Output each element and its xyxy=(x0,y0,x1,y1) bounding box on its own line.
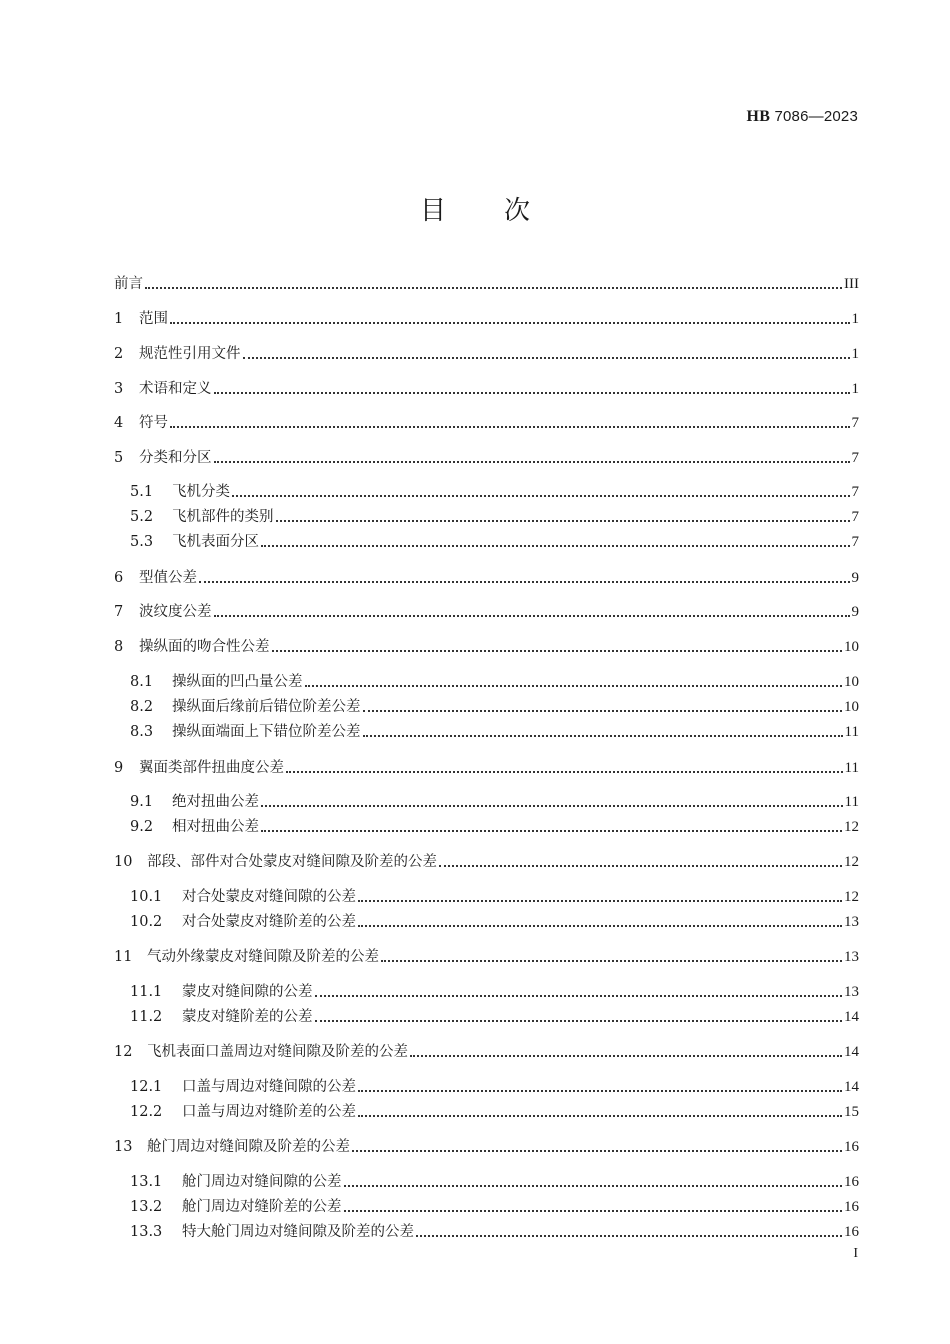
toc-entry-11-2[interactable] xyxy=(130,1007,859,1027)
toc-entry-page: 12 xyxy=(844,819,859,835)
toc-entry-number: 9.2 xyxy=(130,819,154,835)
toc-entry-11-1[interactable] xyxy=(130,982,859,1002)
toc-entry-page: 13 xyxy=(844,914,859,930)
toc-entry-text: 特大舱门周边对缝间隙及阶差的公差 xyxy=(182,1224,414,1240)
dot-leader xyxy=(344,1185,843,1187)
toc-entry-2[interactable] xyxy=(114,344,859,364)
toc-entry-13-3[interactable] xyxy=(130,1222,859,1242)
dot-leader xyxy=(352,1150,842,1152)
toc-entry-page: 9 xyxy=(851,604,859,620)
toc-entry-number: 5.1 xyxy=(130,484,154,500)
toc-entry-page: 1 xyxy=(851,381,859,397)
toc-entry-12[interactable] xyxy=(114,1042,859,1062)
toc-entry-text: 分类和分区 xyxy=(139,450,212,466)
dot-leader xyxy=(358,925,842,927)
toc-entry-page: 10 xyxy=(844,639,859,655)
toc-entry-8[interactable] xyxy=(114,637,859,657)
toc-entry-number: 13.3 xyxy=(130,1224,163,1240)
toc-entry-number: 9.1 xyxy=(130,794,154,810)
toc-entry-text: 蒙皮对缝间隙的公差 xyxy=(182,984,313,1000)
toc-entry-number: 13.1 xyxy=(130,1174,163,1190)
dot-leader xyxy=(416,1235,842,1237)
toc-entry-3[interactable] xyxy=(114,379,859,399)
toc-entry-number: 8.3 xyxy=(130,724,154,740)
dot-leader xyxy=(199,581,850,583)
toc-entry-text: 舱门周边对缝阶差的公差 xyxy=(182,1199,342,1215)
toc-entry-page: 9 xyxy=(851,570,859,586)
toc-entry-page: 7 xyxy=(851,509,859,525)
toc-entry-page: 7 xyxy=(851,534,859,550)
dot-leader xyxy=(170,426,850,428)
dot-leader xyxy=(214,461,850,463)
dot-leader xyxy=(363,735,843,737)
toc-entry-number: 5.2 xyxy=(130,509,154,525)
toc-entry-number: 4 xyxy=(114,415,124,431)
toc-entry-9[interactable] xyxy=(114,758,859,778)
page-title: 目次 xyxy=(419,196,588,226)
toc-entry-7[interactable] xyxy=(114,602,859,622)
toc-entry-text: 符号 xyxy=(139,415,168,431)
toc-entry-8-3[interactable] xyxy=(130,722,859,742)
toc-entry-text: 舱门周边对缝间隙及阶差的公差 xyxy=(147,1139,350,1155)
toc-entry-text: 气动外缘蒙皮对缝间隙及阶差的公差 xyxy=(147,949,379,965)
toc-entry-page: 16 xyxy=(844,1199,859,1215)
toc-entry-number: 10.1 xyxy=(130,889,163,905)
toc-entry-page: 13 xyxy=(844,984,859,1000)
toc-entry-page: 7 xyxy=(851,415,859,431)
toc-entry-page: 11 xyxy=(844,760,859,776)
toc-entry-9-2[interactable] xyxy=(130,817,859,837)
toc-entry-number: 11.1 xyxy=(130,984,163,1000)
toc-entry-number: 8 xyxy=(114,639,124,655)
toc-entry-number: 11 xyxy=(114,949,133,965)
dot-leader xyxy=(305,685,843,687)
dot-leader xyxy=(272,650,843,652)
toc-entry-page: 11 xyxy=(844,724,859,740)
toc-entry-number: 7 xyxy=(114,604,124,620)
standard-code xyxy=(747,108,858,126)
toc-entry-text: 术语和定义 xyxy=(139,381,212,397)
toc-entry-text: 对合处蒙皮对缝阶差的公差 xyxy=(182,914,356,930)
toc-entry-text: 绝对扭曲公差 xyxy=(172,794,259,810)
toc-entry-5-3[interactable] xyxy=(130,532,859,552)
toc-entry-page: 12 xyxy=(844,889,859,905)
toc-entry-page: 13 xyxy=(844,949,859,965)
toc-entry-12-1[interactable] xyxy=(130,1077,859,1097)
toc-entry-text: 飞机分类 xyxy=(172,484,230,500)
toc-entry-number: 13 xyxy=(114,1139,133,1155)
toc-entry-8-2[interactable] xyxy=(130,697,859,717)
toc-entry-page: 10 xyxy=(844,699,859,715)
toc-entry-text: 前言 xyxy=(114,276,143,292)
dot-leader xyxy=(261,805,843,807)
toc-entry-text: 操纵面端面上下错位阶差公差 xyxy=(172,724,361,740)
toc-entry-5[interactable] xyxy=(114,448,859,468)
toc-entry-10[interactable] xyxy=(114,852,859,872)
dot-leader xyxy=(214,392,850,394)
toc-entry-text: 型值公差 xyxy=(139,570,197,586)
toc-entry-text: 飞机表面分区 xyxy=(172,534,259,550)
toc-entry-page: 1 xyxy=(851,311,859,327)
toc-entry-foreword[interactable] xyxy=(114,274,859,294)
dot-leader xyxy=(315,1020,843,1022)
standard-prefix: HB xyxy=(746,108,771,125)
toc-entry-text: 蒙皮对缝阶差的公差 xyxy=(182,1009,313,1025)
toc-entry-page: 11 xyxy=(844,794,859,810)
toc-entry-13-2[interactable] xyxy=(130,1197,859,1217)
dot-leader xyxy=(276,520,850,522)
toc-entry-page: 10 xyxy=(844,674,859,690)
dot-leader xyxy=(261,830,842,832)
toc-entry-page: III xyxy=(844,276,859,292)
dot-leader xyxy=(214,615,850,617)
toc-entry-10-2[interactable] xyxy=(130,912,859,932)
toc-entry-text: 飞机部件的类别 xyxy=(172,509,274,525)
toc-entry-text: 波纹度公差 xyxy=(139,604,212,620)
toc-entry-page: 16 xyxy=(844,1139,859,1155)
toc-entry-4[interactable] xyxy=(114,413,859,433)
dot-leader xyxy=(243,357,850,359)
toc-entry-11[interactable] xyxy=(114,947,859,967)
toc-entry-text: 口盖与周边对缝阶差的公差 xyxy=(182,1104,356,1120)
toc-entry-text: 规范性引用文件 xyxy=(139,346,241,362)
toc-entry-12-2[interactable] xyxy=(130,1102,859,1122)
toc-entry-number: 8.2 xyxy=(130,699,154,715)
toc-entry-number: 12 xyxy=(114,1044,133,1060)
dot-leader xyxy=(170,322,850,324)
toc-entry-page: 7 xyxy=(851,450,859,466)
dot-leader xyxy=(358,1115,842,1117)
dot-leader xyxy=(286,771,843,773)
toc-entry-number: 1 xyxy=(114,311,124,327)
toc-entry-number: 6 xyxy=(114,570,124,586)
toc-entry-number: 3 xyxy=(114,381,124,397)
toc-entry-number: 5.3 xyxy=(130,534,154,550)
toc-entry-text: 范围 xyxy=(139,311,168,327)
toc-entry-number: 9 xyxy=(114,760,124,776)
standard-number: 7086—2023 xyxy=(774,108,858,125)
dot-leader xyxy=(439,865,842,867)
toc-entry-page: 16 xyxy=(844,1174,859,1190)
toc-entry-page: 7 xyxy=(851,484,859,500)
toc-entry-text: 相对扭曲公差 xyxy=(172,819,259,835)
dot-leader xyxy=(261,545,850,547)
dot-leader xyxy=(358,1090,842,1092)
toc-entry-number: 13.2 xyxy=(130,1199,163,1215)
toc-entry-text: 部段、部件对合处蒙皮对缝间隙及阶差的公差 xyxy=(147,854,437,870)
toc-entry-text: 操纵面的吻合性公差 xyxy=(139,639,270,655)
toc-entry-1[interactable] xyxy=(114,309,859,329)
toc-entry-9-1[interactable] xyxy=(130,792,859,812)
toc-entry-text: 翼面类部件扭曲度公差 xyxy=(139,760,284,776)
toc-entry-page: 1 xyxy=(851,346,859,362)
toc-entry-number: 10 xyxy=(114,854,133,870)
toc-entry-6[interactable] xyxy=(114,568,859,588)
dot-leader xyxy=(358,900,842,902)
toc-entry-number: 8.1 xyxy=(130,674,154,690)
toc-entry-page: 14 xyxy=(844,1009,859,1025)
toc-entry-page: 16 xyxy=(844,1224,859,1240)
dot-leader xyxy=(232,495,850,497)
dot-leader xyxy=(145,287,842,289)
toc-entry-text: 口盖与周边对缝间隙的公差 xyxy=(182,1079,356,1095)
toc-entry-number: 12.2 xyxy=(130,1104,163,1120)
toc-entry-text: 对合处蒙皮对缝间隙的公差 xyxy=(182,889,356,905)
toc-entry-13[interactable] xyxy=(114,1137,859,1157)
dot-leader xyxy=(315,995,843,997)
toc-entry-number: 10.2 xyxy=(130,914,163,930)
toc-entry-text: 舱门周边对缝间隙的公差 xyxy=(182,1174,342,1190)
toc-entry-number: 11.2 xyxy=(130,1009,163,1025)
toc-entry-number: 12.1 xyxy=(130,1079,163,1095)
toc-entry-number: 5 xyxy=(114,450,124,466)
toc-entry-text: 飞机表面口盖周边对缝间隙及阶差的公差 xyxy=(147,1044,408,1060)
dot-leader xyxy=(344,1210,843,1212)
toc-entry-13-1[interactable] xyxy=(130,1172,859,1192)
dot-leader xyxy=(363,710,843,712)
toc-entry-8-1[interactable] xyxy=(130,672,859,692)
toc-entry-10-1[interactable] xyxy=(130,887,859,907)
dot-leader xyxy=(381,960,842,962)
toc-entry-page: 12 xyxy=(844,854,859,870)
toc-entry-5-1[interactable] xyxy=(130,482,859,502)
toc-entry-text: 操纵面后缘前后错位阶差公差 xyxy=(172,699,361,715)
toc-entry-page: 14 xyxy=(844,1044,859,1060)
toc-entry-5-2[interactable] xyxy=(130,507,859,527)
toc-entry-number: 2 xyxy=(114,346,124,362)
toc-entry-page: 14 xyxy=(844,1079,859,1095)
dot-leader xyxy=(410,1055,842,1057)
toc-entry-page: 15 xyxy=(844,1104,859,1120)
page-number: I xyxy=(853,1246,858,1261)
toc-entry-text: 操纵面的凹凸量公差 xyxy=(172,674,303,690)
